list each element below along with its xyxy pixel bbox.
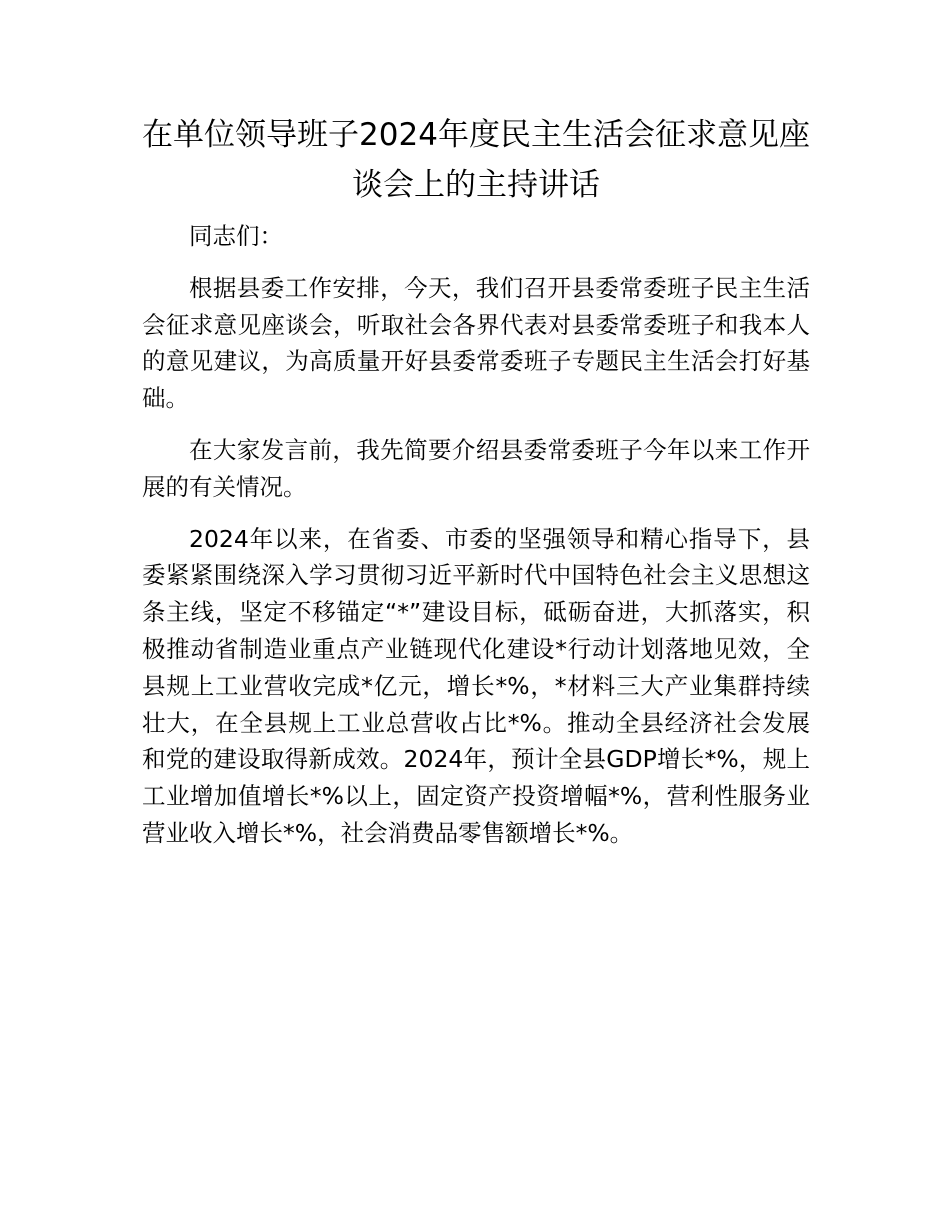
paragraph-2: 在大家发言前，我先简要介绍县委常委班子今年以来工作开展的有关情况。 [142,435,810,501]
paragraph-3: 2024年以来，在省委、市委的坚强领导和精心指导下，县委紧紧围绕深入学习贯彻习近平新时代中国特色社会主义思想这条主线，坚定不移锚定“*”建设目标，砥砺奋进，大抓落实，积极推动省制造业重点产业链现代化建设*行动计划落地见效，全县规上工业营收完成*亿元，增长*%，*材料三大产业集群持续壮大，在全县规上工业总营收占比*%。推动全县经济社会发展和党的建设取得新成效。2024年，预计全县GDP增长*%，规上工业增加值增长*%以上，固定资产投资增幅*%，营利性服务业营业收入增长*%，社会消费品零售额增长*%。 [142,524,810,847]
paragraph-1: 根据县委工作安排，今天，我们召开县委常委班子民主生活会征求意见座谈会，听取社会各界代表对县委常委班子和我本人的意见建议，为高质量开好县委常委班子专题民主生活会打好基础。 [142,273,810,413]
document-title: 在单位领导班子2024年度民主生活会征求意见座谈会上的主持讲话 [142,117,810,203]
salutation: 同志们： [189,222,283,250]
document-page [142,110,810,852]
